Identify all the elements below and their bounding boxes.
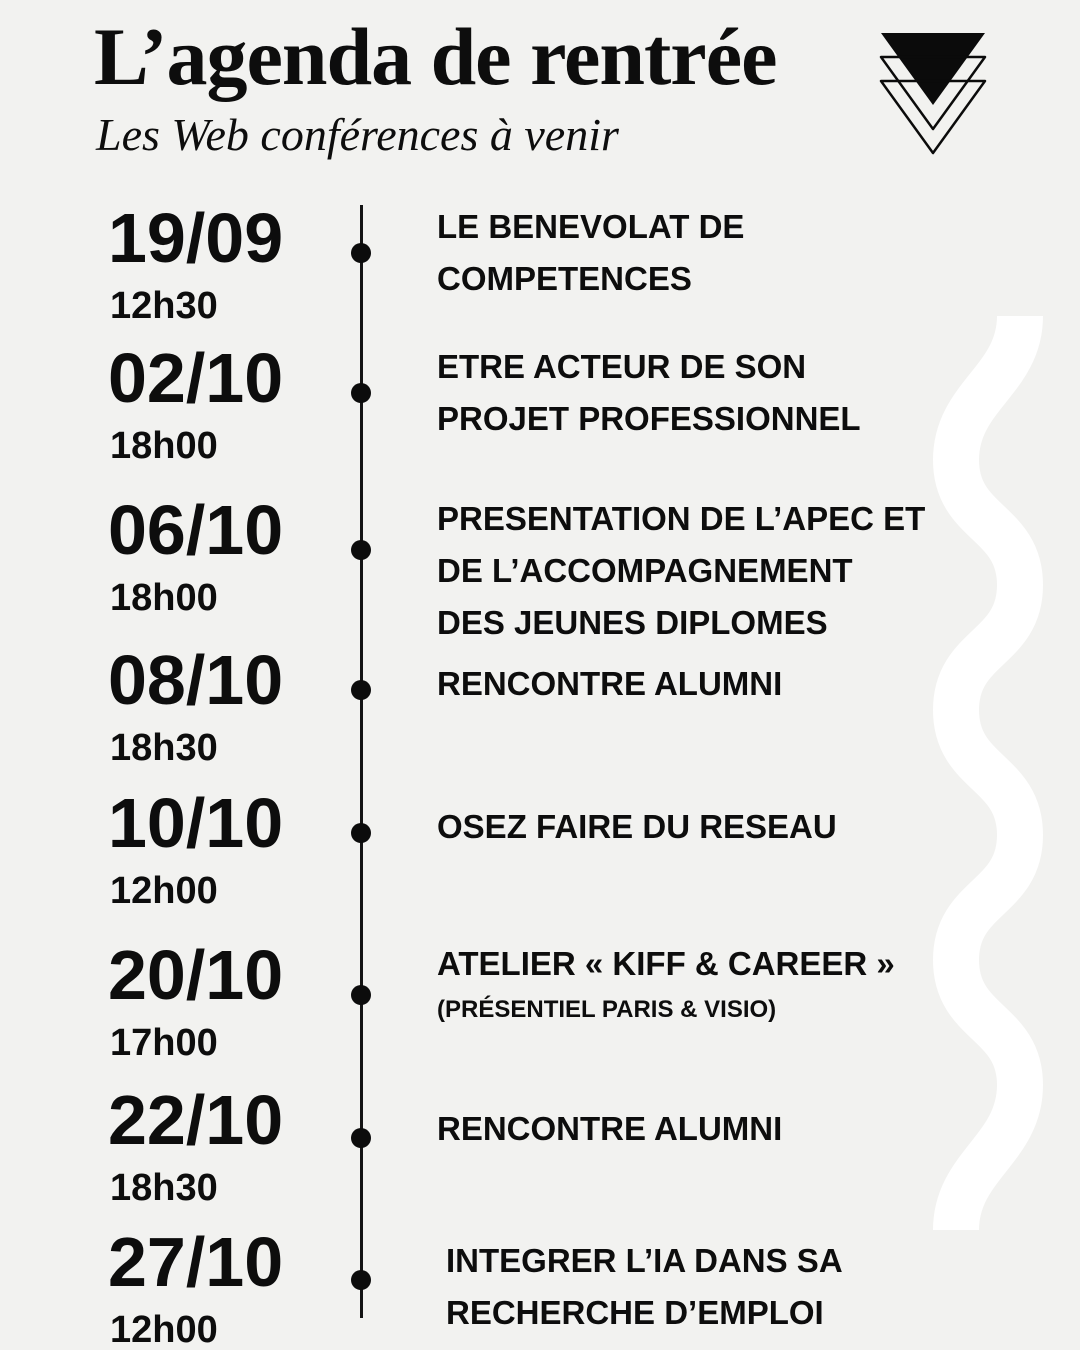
event-date: 06/10 (108, 491, 284, 569)
event-date: 20/10 (108, 936, 284, 1014)
timeline-dot-icon (351, 1128, 371, 1148)
event-title: OSEZ FAIRE DU RESEAU (437, 808, 837, 845)
event-time: 12h00 (110, 870, 218, 912)
event-time: 12h00 (110, 1309, 218, 1350)
event-date: 27/10 (108, 1223, 284, 1301)
event-time: 18h00 (110, 577, 218, 619)
event-date: 10/10 (108, 784, 284, 862)
event-time: 18h30 (110, 1167, 218, 1209)
timeline-dot-icon (351, 985, 371, 1005)
page-title: L’agenda de rentrée (94, 11, 777, 102)
event-title: PRESENTATION DE L’APEC ET DE L’ACCOMPAGNEMENT DES JEUNES DIPLOMES (437, 500, 926, 641)
event-title: INTEGRER L’IA DANS SA RECHERCHE D’EMPLOI (446, 1242, 843, 1331)
event-title: ETRE ACTEUR DE SON PROJET PROFESSIONNEL (437, 348, 861, 437)
event-date: 08/10 (108, 641, 284, 719)
event-date: 02/10 (108, 339, 284, 417)
event-time: 18h00 (110, 425, 218, 467)
event-title: RENCONTRE ALUMNI (437, 665, 783, 702)
timeline-line (360, 205, 363, 1318)
event-time: 12h30 (110, 285, 218, 327)
triple-triangle-logo-icon (878, 30, 990, 163)
timeline-dot-icon (351, 1270, 371, 1290)
event-title: RENCONTRE ALUMNI (437, 1110, 783, 1147)
timeline-dot-icon (351, 243, 371, 263)
event-title: LE BENEVOLAT DE COMPETENCES (437, 208, 745, 297)
timeline-dot-icon (351, 383, 371, 403)
event-date: 22/10 (108, 1081, 284, 1159)
event-time: 18h30 (110, 727, 218, 769)
timeline-dot-icon (351, 823, 371, 843)
event-title: ATELIER « KIFF & CAREER » (PRÉSENTIEL PARIS & VISIO) (437, 938, 977, 1028)
event-date: 19/09 (108, 199, 284, 277)
timeline-dot-icon (351, 540, 371, 560)
event-time: 17h00 (110, 1022, 218, 1064)
page-subtitle: Les Web conférences à venir (96, 109, 619, 160)
timeline-dot-icon (351, 680, 371, 700)
event-title-detail: (PRÉSENTIEL PARIS & VISIO) (437, 996, 777, 1023)
